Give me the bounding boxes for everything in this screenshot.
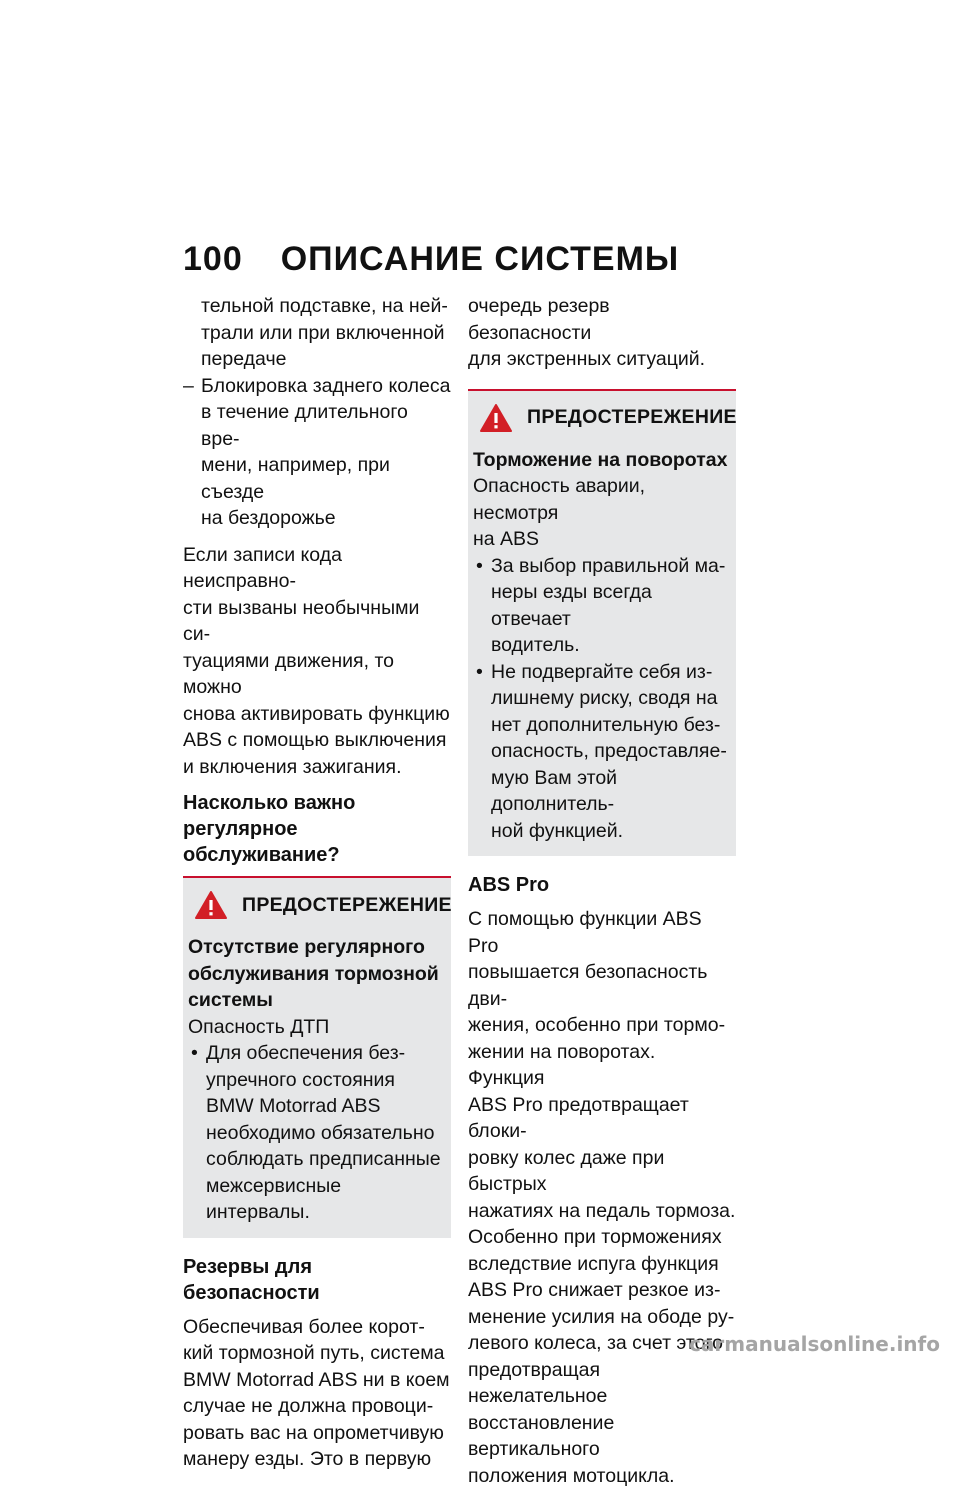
text-line: жения, особенно при тормо- xyxy=(468,1012,736,1039)
warning-text: Опасность ДТП xyxy=(188,1014,445,1041)
text-line: ной функцией. xyxy=(491,818,730,845)
text-line: межсервисные интервалы. xyxy=(206,1173,445,1226)
bullet-dot: • xyxy=(476,659,483,686)
text-line: соблюдать предписанные xyxy=(206,1146,445,1173)
text-line: положения мотоцикла. xyxy=(468,1463,736,1489)
text-line: За выбор правильной ма- xyxy=(491,553,730,580)
abs-pro-paragraph xyxy=(468,906,736,1489)
section-title: ОПИСАНИЕ СИСТЕМЫ xyxy=(281,240,679,278)
text-line: мени, например, при съезде xyxy=(201,452,451,505)
text-line: ровку колес даже при быстрых xyxy=(468,1145,736,1198)
text-line: передаче xyxy=(201,346,451,373)
text-line: ABS с помощью выключения xyxy=(183,727,451,754)
warning-subtitle: Торможение на поворотах xyxy=(473,447,730,474)
text-line: кий тормозной путь, система xyxy=(183,1340,451,1367)
left-column xyxy=(183,293,451,1473)
section-heading xyxy=(183,790,451,868)
text-line: очередь резерв безопасности xyxy=(468,293,736,346)
warning-header xyxy=(473,403,730,433)
warning-box xyxy=(468,389,736,857)
text-line: Не подвергайте себя из- xyxy=(491,659,730,686)
page-header xyxy=(183,240,679,279)
text-line: Если записи кода неисправно- xyxy=(183,542,451,595)
text-line: повышается безопасность дви- xyxy=(468,959,736,1012)
text-line: вследствие испуга функция xyxy=(468,1251,736,1278)
warning-text xyxy=(473,473,730,553)
left-intro xyxy=(183,293,451,373)
text-line: ABS Pro снижает резкое из- xyxy=(468,1277,736,1304)
text-line: предотвращая нежелательное xyxy=(468,1357,736,1410)
warning-bullet xyxy=(473,553,730,659)
text-line: водитель. xyxy=(491,632,730,659)
text-line: тельной подставке, на ней- xyxy=(201,293,451,320)
text-line: С помощью функции ABS Pro xyxy=(468,906,736,959)
text-line: нет дополнительную без- xyxy=(491,712,730,739)
section-heading: ABS Pro xyxy=(468,872,736,898)
text-line: обслуживания тормозной xyxy=(188,961,445,988)
abs-fault-paragraph xyxy=(183,542,451,781)
text-line: для экстренных ситуаций. xyxy=(468,346,736,373)
text-line: лишнему риску, сводя на xyxy=(491,685,730,712)
right-column xyxy=(468,293,736,1489)
watermark: carmanualsonline.info xyxy=(0,1332,940,1356)
right-intro xyxy=(468,293,736,373)
text-line: ABS Pro предотвращает блоки- xyxy=(468,1092,736,1145)
bullet-dot: • xyxy=(476,553,483,580)
text-line: ровать вас на опрометчивую xyxy=(183,1420,451,1447)
heading-line: регулярное обслуживание? xyxy=(183,816,451,868)
text-line: неры езды всегда отвечает xyxy=(491,579,730,632)
text-line: мую Вам этой дополнитель- xyxy=(491,765,730,818)
warning-triangle-icon xyxy=(479,403,513,433)
text-line: сти вызваны необычными си- xyxy=(183,595,451,648)
warning-bullet xyxy=(188,1040,445,1226)
text-line: Блокировка заднего колеса xyxy=(201,373,451,400)
text-line: упречного состояния xyxy=(206,1067,445,1094)
text-line: снова активировать функцию xyxy=(183,701,451,728)
text-line: случае не должна провоци- xyxy=(183,1393,451,1420)
bullet-dot: • xyxy=(191,1040,198,1067)
text-line: Для обеспечения без- xyxy=(206,1040,445,1067)
dash-list-item xyxy=(183,373,451,532)
text-line: системы xyxy=(188,987,445,1014)
text-line: менение усилия на ободе ру- xyxy=(468,1304,736,1331)
text-line: BMW Motorrad ABS ни в коем xyxy=(183,1367,451,1394)
text-line: Опасность аварии, несмотря xyxy=(473,473,730,526)
text-line: необходимо обязательно xyxy=(206,1120,445,1147)
text-line: на ABS xyxy=(473,526,730,553)
text-line: в течение длительного вре- xyxy=(201,399,451,452)
text-line: восстановление вертикального xyxy=(468,1410,736,1463)
text-line: левого колеса, за счет этого xyxy=(468,1330,736,1357)
text-line: манеру езды. Это в первую xyxy=(183,1446,451,1473)
text-line: Обеспечивая более корот- xyxy=(183,1314,451,1341)
text-line: Отсутствие регулярного xyxy=(188,934,445,961)
section-heading: Резервы для безопасности xyxy=(183,1254,451,1306)
warning-title: ПРЕДОСТЕРЕЖЕНИЕ xyxy=(242,892,452,919)
text-line: опасность, предоставляе- xyxy=(491,738,730,765)
warning-subtitle xyxy=(188,934,445,1014)
warning-bullet xyxy=(473,659,730,845)
text-line: и включения зажигания. xyxy=(183,754,451,781)
warning-title: ПРЕДОСТЕРЕЖЕНИЕ xyxy=(527,404,737,431)
text-line: жении на поворотах. Функция xyxy=(468,1039,736,1092)
warning-triangle-icon xyxy=(194,890,228,920)
text-line: трали или при включенной xyxy=(201,320,451,347)
text-line: Особенно при торможениях xyxy=(468,1224,736,1251)
text-line: нажатиях на педаль тормоза. xyxy=(468,1198,736,1225)
page-number: 100 xyxy=(183,240,243,278)
text-line: туациями движения, то можно xyxy=(183,648,451,701)
text-line: BMW Motorrad ABS xyxy=(206,1093,445,1120)
dash-mark: – xyxy=(183,373,194,400)
text-line: на бездорожье xyxy=(201,505,451,532)
warning-box xyxy=(183,876,451,1238)
warning-header xyxy=(188,890,445,920)
heading-line: Насколько важно xyxy=(183,790,451,816)
